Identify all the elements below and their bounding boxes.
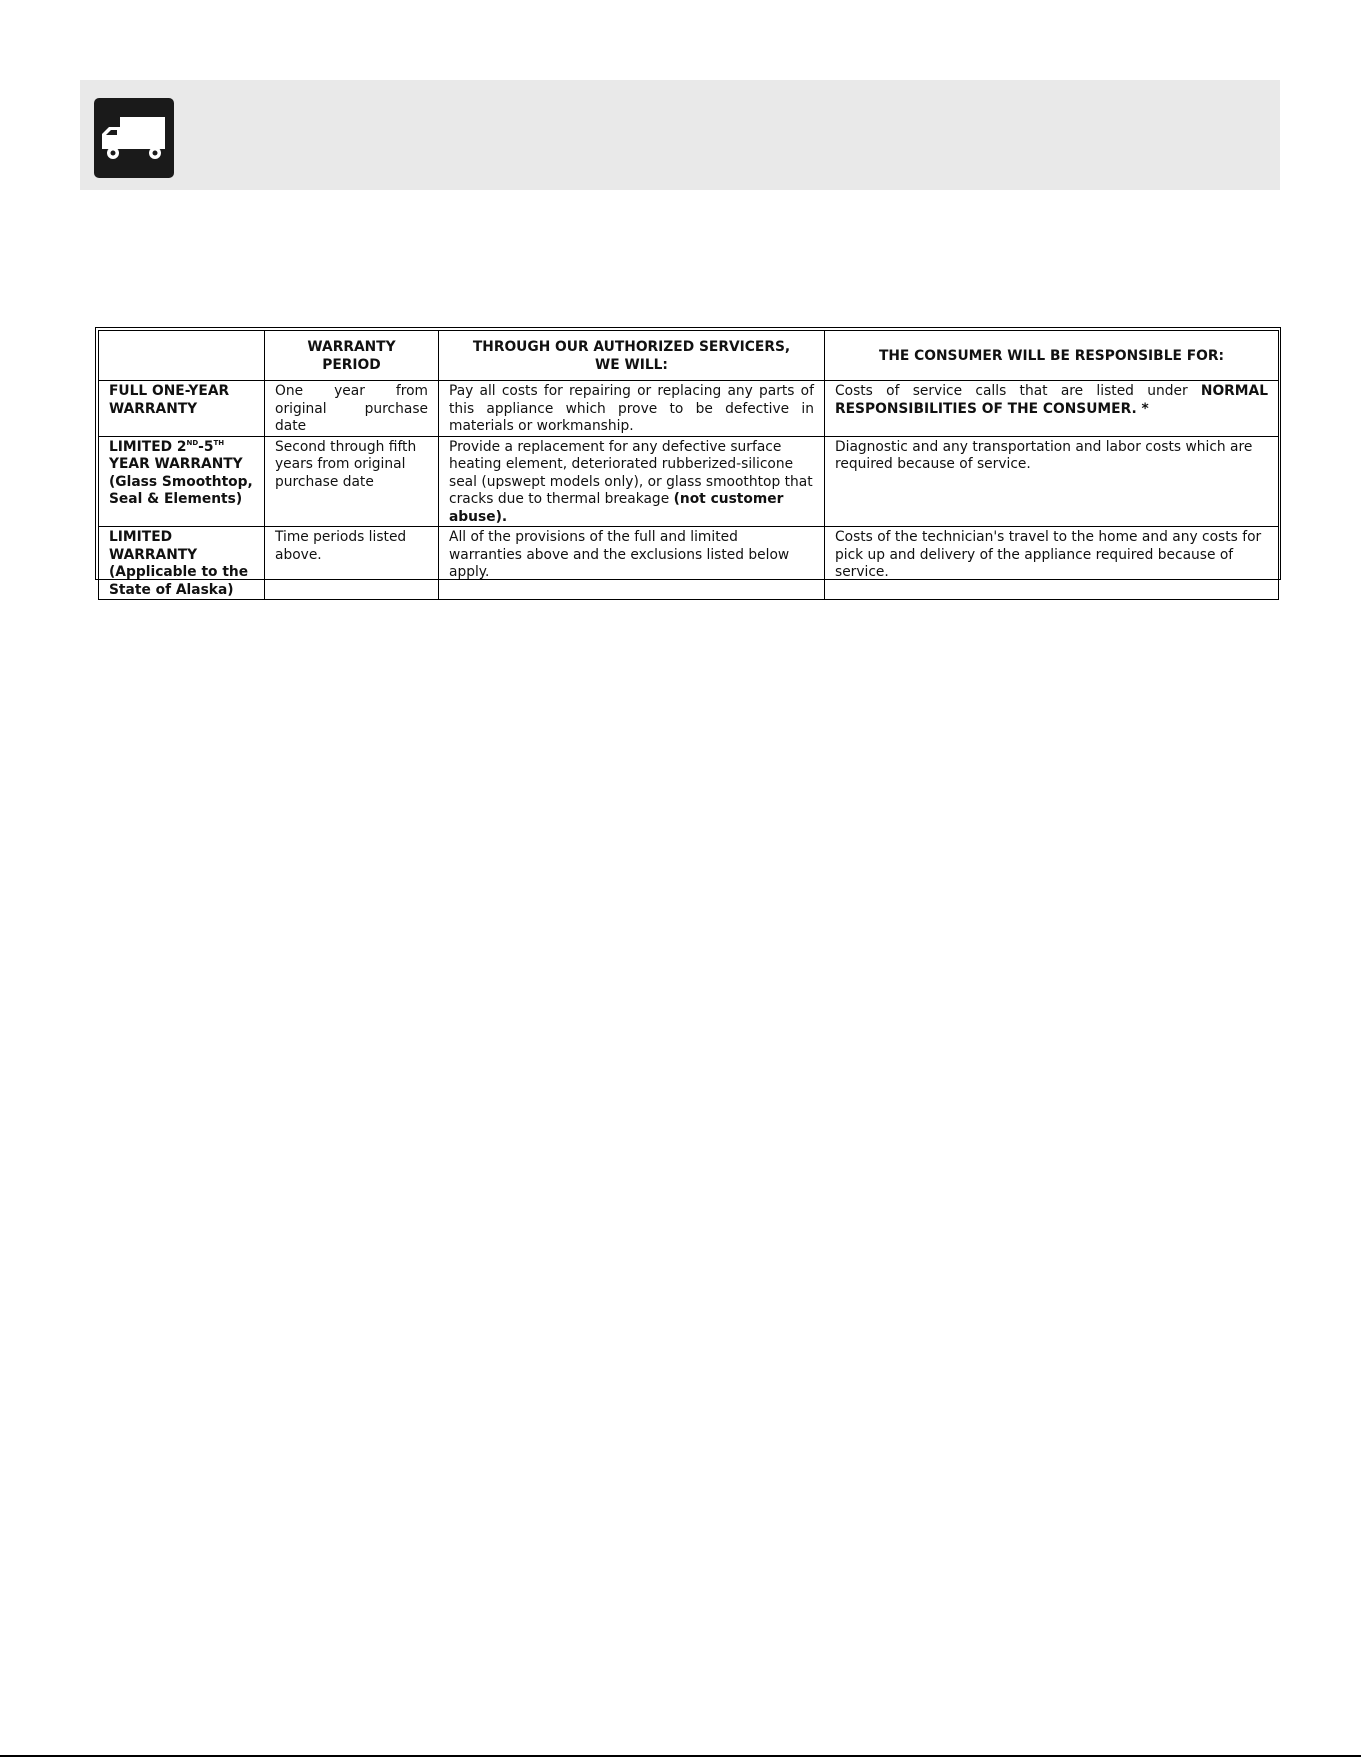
header-consumer-responsible: [825, 331, 1279, 381]
period-cell: Time periods listed above.: [265, 527, 439, 600]
header-we-will-line2: WE WILL:: [595, 356, 668, 373]
row-label-line: WARRANTY: [109, 546, 198, 563]
period-cell: One year from original purchase date: [265, 381, 439, 437]
header-period-line1: WARRANTY: [307, 339, 396, 355]
truck-icon: [94, 98, 174, 178]
header-we-will: [439, 331, 825, 381]
header-period-line2: PERIOD: [322, 356, 381, 373]
header-band: [80, 80, 1280, 190]
period-cell: Second through fifth years from original purchase date: [265, 436, 439, 527]
footer-rule: [0, 1755, 1361, 1757]
we-will-cell: All of the provisions of the full and limited warranties above and the exclusions listed below apply.: [439, 527, 825, 600]
row-label-limited-alaska: [99, 527, 265, 600]
consumer-cell: Costs of the technician's travel to the home and any costs for pick up and delivery of the appliance required because of service.: [825, 527, 1279, 600]
table-row-limited-alaska: [99, 527, 1279, 600]
row-label-line: (Glass Smoothtop,: [109, 473, 253, 490]
row-label-line: Seal & Elements): [109, 491, 243, 507]
header-empty-cell: [99, 331, 265, 381]
row-label-superscript: TH: [213, 438, 225, 447]
consumer-text: Costs of service calls that are listed under: [835, 383, 1188, 399]
we-will-bold-text: (not customer abuse).: [449, 491, 784, 525]
we-will-cell: [439, 436, 825, 527]
we-will-cell: Pay all costs for repairing or replacing any parts of this appliance which prove to be defective in materials or workmanship.: [439, 381, 825, 437]
warranty-table: [98, 330, 1279, 600]
consumer-cell: [825, 381, 1279, 437]
consumer-bold-text: NORMAL RESPONSIBILITIES OF THE CONSUMER. *: [835, 383, 1269, 417]
row-label-line: (Applicable to the: [109, 564, 249, 580]
header-consumer-text: THE CONSUMER WILL BE RESPONSIBLE FOR:: [878, 347, 1225, 364]
header-we-will-line1: THROUGH OUR AUTHORIZED SERVICERS,: [472, 339, 791, 355]
row-label-line: YEAR WARRANTY: [109, 456, 243, 472]
table-row-limited-2nd-5th: [99, 436, 1279, 527]
table-row-full-one-year: [99, 381, 1279, 437]
header-warranty-period: [265, 331, 439, 381]
warranty-table-frame: [95, 327, 1281, 598]
row-label-line: LIMITED: [109, 529, 173, 545]
row-label-dash: -5: [198, 438, 214, 455]
row-label-prefix: LIMITED 2: [109, 438, 187, 455]
row-label-line: State of Alaska): [109, 581, 234, 598]
table-header-row: [99, 331, 1279, 381]
row-label-full-one-year: [99, 381, 265, 437]
consumer-cell: Diagnostic and any transportation and labor costs which are required because of service.: [825, 436, 1279, 527]
row-label-limited-2nd-5th: [99, 436, 265, 527]
row-label-line: WARRANTY: [109, 400, 198, 417]
row-label-superscript: ND: [186, 438, 199, 447]
row-label-line: FULL ONE-YEAR: [109, 383, 230, 399]
we-will-text: Provide a replacement for any defective surface heating element, deteriorated rubberized-silicone seal (upswept models only), or glass smoothtop that cracks due to thermal breakage: [449, 438, 813, 507]
